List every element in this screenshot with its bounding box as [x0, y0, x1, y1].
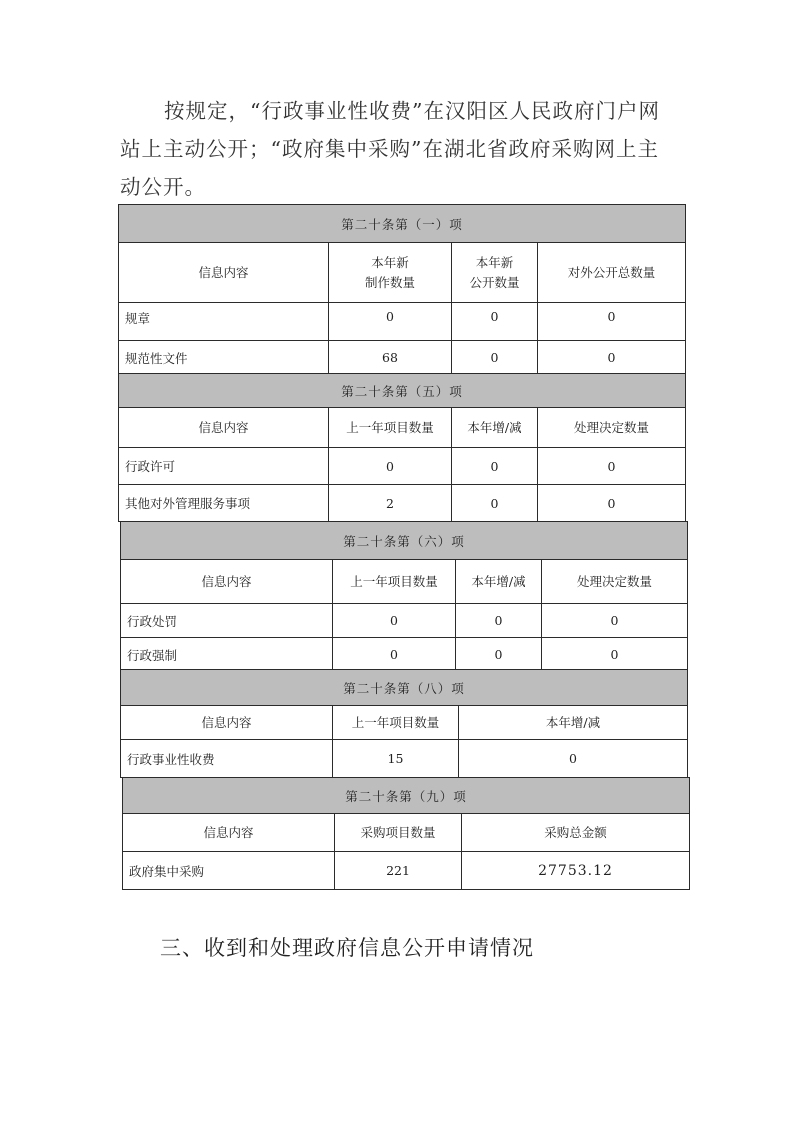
- header-cell: 本年增/减: [459, 706, 688, 740]
- table-row: [121, 638, 688, 672]
- row-value: 0: [538, 341, 686, 375]
- row-label: 政府集中采购: [123, 852, 335, 890]
- row-value: 0: [333, 638, 456, 672]
- row-value: 0: [452, 485, 538, 522]
- row-value: 27753.12: [462, 852, 690, 890]
- header-cell: 本年增/减: [452, 408, 538, 448]
- intro-text: 按规定，“行政事业性收费”在汉阳区人民政府门户网站上主动公开；“政府集中采购”在湖北省政府采购网上主动公开。: [120, 99, 660, 199]
- header-cell: 采购项目数量: [335, 814, 462, 852]
- row-label: 行政处罚: [121, 604, 333, 638]
- section-title: 第二十条第（六）项: [121, 522, 688, 560]
- table-row: [123, 852, 690, 890]
- row-value: 0: [333, 604, 456, 638]
- row-label: 行政强制: [121, 638, 333, 672]
- header-cell: [329, 243, 452, 303]
- intro-paragraph: [120, 92, 680, 206]
- header-cell: 信息内容: [119, 408, 329, 448]
- table-20-1: [118, 204, 686, 375]
- row-value: 0: [452, 303, 538, 341]
- table-20-6: [120, 521, 688, 672]
- section-20-1: [118, 204, 685, 375]
- section-heading: 三、收到和处理政府信息公开申请情况: [160, 936, 534, 960]
- row-label: 行政事业性收费: [121, 740, 333, 778]
- header-cell: 信息内容: [119, 243, 329, 303]
- row-value: 221: [335, 852, 462, 890]
- table-20-5: [118, 373, 686, 522]
- section-title: 第二十条第（五）项: [119, 374, 686, 408]
- row-label: 其他对外管理服务事项: [119, 485, 329, 522]
- row-value: 0: [538, 485, 686, 522]
- header-cell: 上一年项目数量: [329, 408, 452, 448]
- row-value: 0: [538, 448, 686, 485]
- header-cell: 处理决定数量: [538, 408, 686, 448]
- row-value: 0: [456, 638, 542, 672]
- table-row: [119, 341, 686, 375]
- section-20-5: [118, 373, 685, 522]
- header-line: 本年新: [475, 254, 514, 270]
- header-cell: 本年增/减: [456, 560, 542, 604]
- section-title: 第二十条第（一）项: [119, 205, 686, 243]
- table-row: [119, 303, 686, 341]
- row-value: 68: [329, 341, 452, 375]
- header-cell: 上一年项目数量: [333, 560, 456, 604]
- row-value: 0: [456, 604, 542, 638]
- table-row: [119, 485, 686, 522]
- section-title: 第二十条第（八）项: [121, 670, 688, 706]
- header-cell: 采购总金额: [462, 814, 690, 852]
- table-20-8: [120, 669, 688, 778]
- row-label: 规范性文件: [119, 341, 329, 375]
- row-value: 2: [329, 485, 452, 522]
- header-cell: 信息内容: [121, 706, 333, 740]
- row-value: 0: [452, 341, 538, 375]
- header-cell: [452, 243, 538, 303]
- row-value: 0: [452, 448, 538, 485]
- header-cell: 信息内容: [123, 814, 335, 852]
- row-value: 15: [333, 740, 459, 778]
- section-20-9: [122, 777, 689, 890]
- table-20-9: [122, 777, 690, 890]
- header-line: 本年新: [371, 254, 409, 270]
- row-value: 0: [538, 303, 686, 341]
- table-row: [121, 740, 688, 778]
- header-cell: 信息内容: [121, 560, 333, 604]
- row-label: 行政许可: [119, 448, 329, 485]
- row-value: 0: [329, 448, 452, 485]
- table-row: [121, 604, 688, 638]
- header-cell: 处理决定数量: [542, 560, 688, 604]
- row-value: 0: [329, 303, 452, 341]
- table-row: [119, 448, 686, 485]
- row-value: 0: [459, 740, 688, 778]
- section-20-6: [120, 521, 687, 672]
- header-line: 公开数量: [469, 274, 520, 290]
- section-title: 第二十条第（九）项: [123, 778, 690, 814]
- section-20-8: [120, 669, 687, 778]
- row-value: 0: [542, 604, 688, 638]
- row-value: 0: [542, 638, 688, 672]
- header-cell: 对外公开总数量: [538, 243, 686, 303]
- header-cell: 上一年项目数量: [333, 706, 459, 740]
- row-label: 规章: [119, 303, 329, 341]
- header-line: 制作数量: [364, 274, 415, 290]
